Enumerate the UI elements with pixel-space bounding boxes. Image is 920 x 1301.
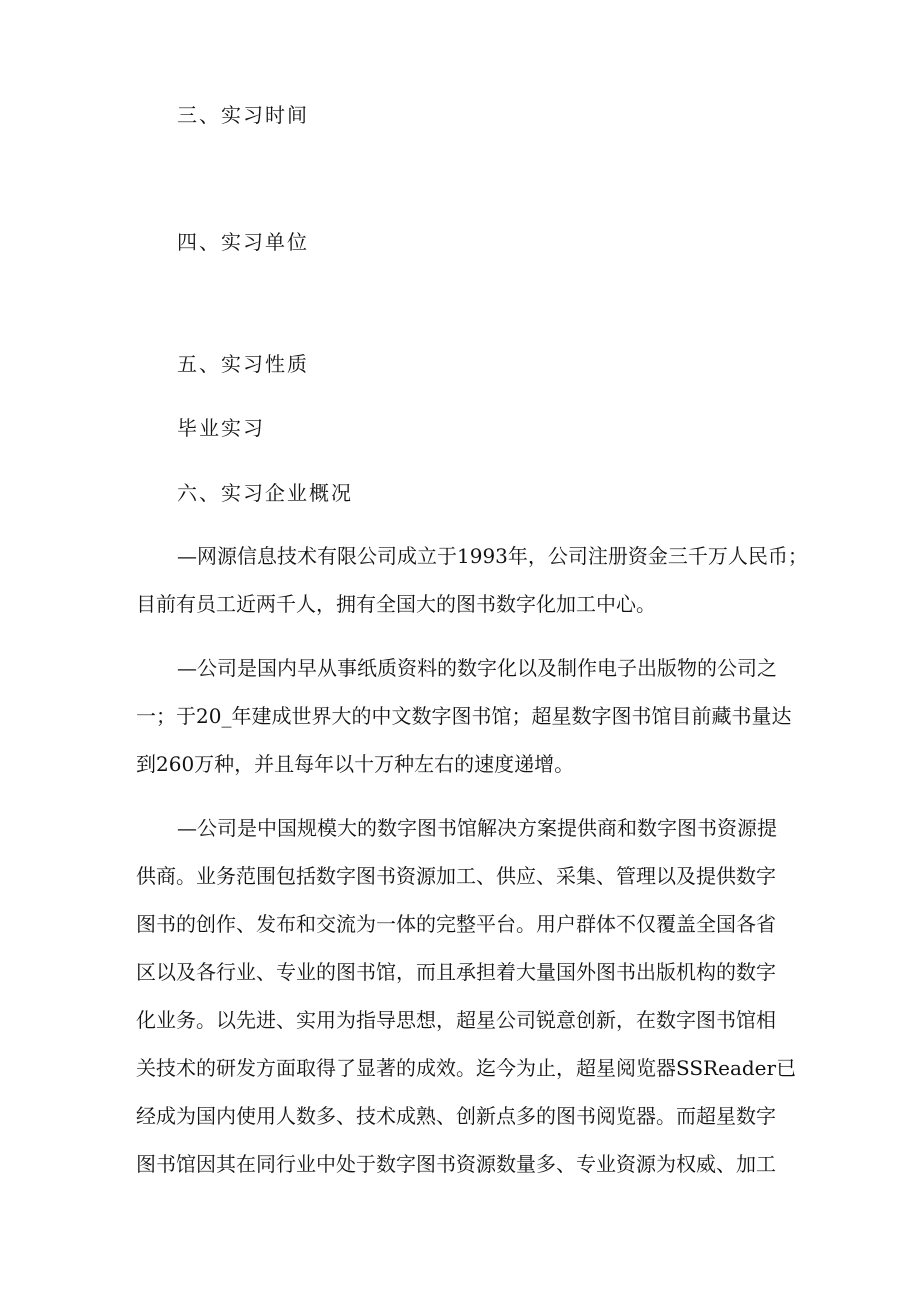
section-heading-unit: 四、实习单位 bbox=[177, 230, 309, 254]
paragraph-line: 图书馆因其在同行业中处于数字图书资源数量多、专业资源为权威、加工 bbox=[136, 1152, 776, 1176]
paragraph-line: 化业务。以先进、实用为指导思想，超星公司锐意创新，在数字图书馆相 bbox=[136, 1008, 776, 1032]
paragraph-line: 一；于20_年建成世界大的中文数字图书馆；超星数字图书馆目前藏书量达 bbox=[136, 704, 792, 728]
paragraph-line: —网源信息技术有限公司成立于1993年，公司注册资金三千万人民币； bbox=[177, 544, 808, 568]
paragraph-line: 关技术的研发方面取得了显著的成效。迄今为止，超星阅览器SSReader已 bbox=[136, 1056, 797, 1080]
paragraph-line: 区以及各行业、专业的图书馆，而且承担着大量国外图书出版机构的数字 bbox=[136, 960, 776, 984]
paragraph-line: 目前有员工近两千人，拥有全国大的图书数字化加工中心。 bbox=[136, 592, 656, 616]
section-body-nature: 毕业实习 bbox=[177, 416, 265, 440]
paragraph-line: 到260万种，并且每年以十万种左右的速度递增。 bbox=[136, 752, 575, 776]
paragraph-line: —公司是国内早从事纸质资料的数字化以及制作电子出版物的公司之 bbox=[177, 656, 777, 680]
section-heading-nature: 五、实习性质 bbox=[177, 352, 309, 376]
paragraph-line: 经成为国内使用人数多、技术成熟、创新点多的图书阅览器。而超星数字 bbox=[136, 1104, 776, 1128]
paragraph-line: —公司是中国规模大的数字图书馆解决方案提供商和数字图书资源提 bbox=[177, 816, 777, 840]
section-heading-company: 六、实习企业概况 bbox=[177, 481, 353, 505]
paragraph-line: 供商。业务范围包括数字图书资源加工、供应、采集、管理以及提供数字 bbox=[136, 864, 776, 888]
section-heading-time: 三、实习时间 bbox=[177, 103, 309, 127]
paragraph-line: 图书的创作、发布和交流为一体的完整平台。用户群体不仅覆盖全国各省 bbox=[136, 912, 776, 936]
